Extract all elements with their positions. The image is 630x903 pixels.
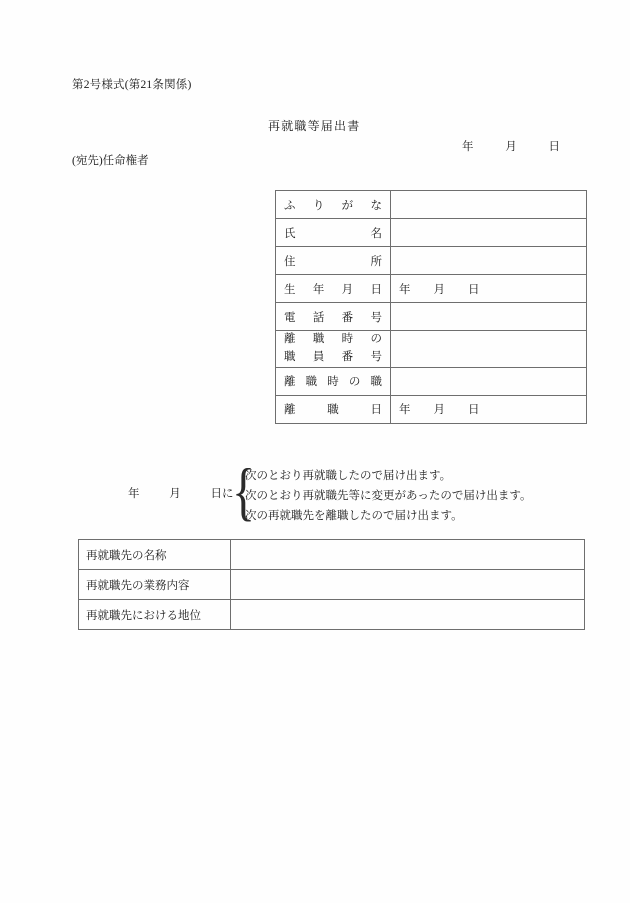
row-label-birthdate: 生年月日 — [276, 275, 391, 303]
row-label-employer-name: 再就職先の名称 — [79, 540, 231, 570]
addressee-label: (宛先)任命権者 — [72, 155, 149, 167]
row-label-employer-business: 再就職先の業務内容 — [79, 570, 231, 600]
row-value-position-at-retirement[interactable] — [391, 367, 587, 395]
table-row-position-at-retirement — [276, 367, 587, 395]
row-value-employer-name[interactable] — [231, 540, 585, 570]
header-date-year: 年 — [462, 141, 474, 153]
row-value-retirement-date[interactable]: 年 月 日 — [391, 395, 587, 423]
table-row-employer-business — [79, 570, 585, 600]
applicant-info-table — [275, 190, 587, 424]
table-row-furigana — [276, 191, 587, 219]
row-label-position-at-retirement: 離職時の職 — [276, 367, 391, 395]
header-date-line — [462, 138, 560, 154]
employer-info-table — [78, 539, 585, 630]
row-label-employer-position: 再就職先における地位 — [79, 600, 231, 630]
declaration-options-list — [245, 466, 531, 526]
declaration-date-year: 年 — [128, 488, 140, 500]
row-label-retirement-date: 離職日 — [276, 395, 391, 423]
table-row-employer-name — [79, 540, 585, 570]
row-label-phone: 電話番号 — [276, 303, 391, 331]
table-row-birthdate — [276, 275, 587, 303]
declaration-date-line — [128, 485, 234, 501]
document-title: 再就職等届出書 — [268, 119, 361, 133]
table-row-employer-position — [79, 600, 585, 630]
table-row-employee-number — [276, 331, 587, 368]
row-value-employer-business[interactable] — [231, 570, 585, 600]
declaration-option-3[interactable]: 次の再就職先を離職したので届け出ます。 — [245, 510, 463, 522]
table-row-phone — [276, 303, 587, 331]
row-label-address: 住 所 — [276, 247, 391, 275]
row-label-name: 氏 名 — [276, 219, 391, 247]
row-value-birthdate[interactable]: 年 月 日 — [391, 275, 587, 303]
header-date-month: 月 — [505, 141, 517, 153]
form-code-label: 第2号様式(第21条関係) — [72, 79, 192, 91]
declaration-option-2[interactable]: 次のとおり再就職先等に変更があったので届け出ます。 — [245, 490, 532, 502]
declaration-option-1[interactable]: 次のとおり再就職したので届け出ます。 — [245, 470, 452, 482]
table-row-address — [276, 247, 587, 275]
table-row-retirement-date — [276, 395, 587, 423]
row-label-furigana: ふりがな — [276, 191, 391, 219]
row-label-employee-number: 離職時の 職員番号 — [276, 331, 391, 368]
row-value-furigana[interactable] — [391, 191, 587, 219]
row-value-name[interactable] — [391, 219, 587, 247]
row-value-employee-number[interactable] — [391, 331, 587, 368]
row-value-phone[interactable] — [391, 303, 587, 331]
header-date-day: 日 — [548, 141, 560, 153]
row-value-employer-position[interactable] — [231, 600, 585, 630]
row-value-address[interactable] — [391, 247, 587, 275]
table-row-name — [276, 219, 587, 247]
declaration-date-day: 日に — [210, 488, 234, 500]
curly-brace-icon: { — [232, 456, 256, 529]
declaration-date-month: 月 — [169, 488, 181, 500]
